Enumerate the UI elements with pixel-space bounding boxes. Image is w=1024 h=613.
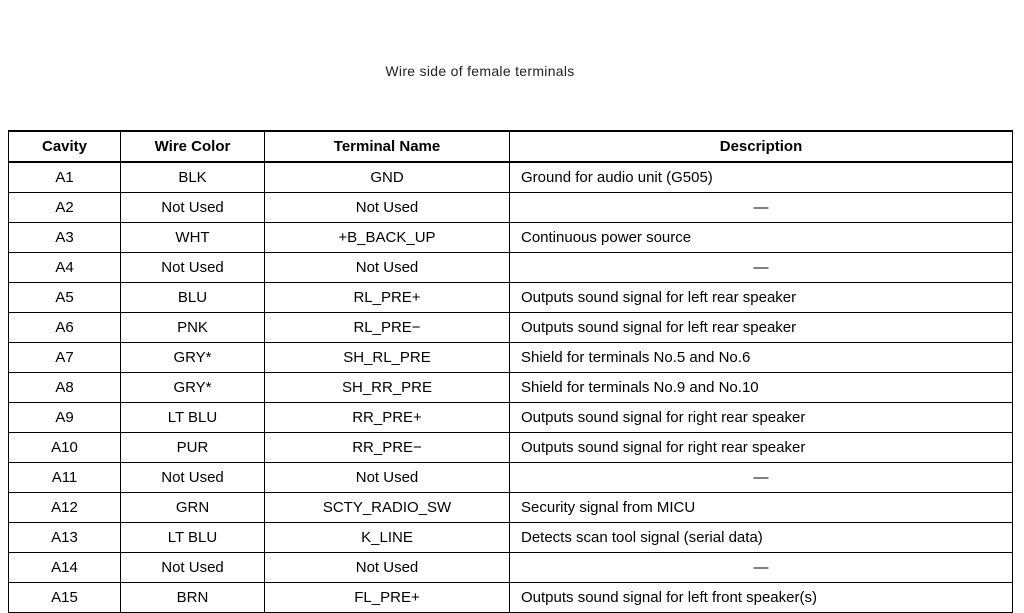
- table-row: [9, 283, 1013, 313]
- cell-wire-color: Not Used: [121, 463, 265, 493]
- cell-cavity: A9: [9, 403, 121, 433]
- table-row: [9, 193, 1013, 223]
- table-row: [9, 433, 1013, 463]
- cell-cavity: A2: [9, 193, 121, 223]
- cell-cavity: A6: [9, 313, 121, 343]
- header-wire-color: Wire Color: [121, 131, 265, 162]
- cell-description: Shield for terminals No.5 and No.6: [510, 343, 1013, 373]
- cell-wire-color: Not Used: [121, 193, 265, 223]
- cell-cavity: A13: [9, 523, 121, 553]
- cell-description: Detects scan tool signal (serial data): [510, 523, 1013, 553]
- header-terminal-name: Terminal Name: [265, 131, 510, 162]
- cell-description: Outputs sound signal for right rear speaker: [510, 433, 1013, 463]
- cell-description: —: [510, 253, 1013, 283]
- table-row: [9, 253, 1013, 283]
- cell-cavity: A7: [9, 343, 121, 373]
- cell-cavity: A8: [9, 373, 121, 403]
- table-row: [9, 523, 1013, 553]
- cell-terminal-name: Not Used: [265, 193, 510, 223]
- cell-cavity: A3: [9, 223, 121, 253]
- cell-terminal-name: RR_PRE−: [265, 433, 510, 463]
- cell-description: —: [510, 553, 1013, 583]
- cell-terminal-name: FL_PRE+: [265, 583, 510, 613]
- table-row: [9, 403, 1013, 433]
- header-cavity: Cavity: [9, 131, 121, 162]
- table-row: [9, 343, 1013, 373]
- cell-description: Continuous power source: [510, 223, 1013, 253]
- table-row: [9, 223, 1013, 253]
- cell-terminal-name: RR_PRE+: [265, 403, 510, 433]
- cell-description: Ground for audio unit (G505): [510, 162, 1013, 193]
- cell-wire-color: Not Used: [121, 553, 265, 583]
- cell-description: Outputs sound signal for right rear speaker: [510, 403, 1013, 433]
- cell-wire-color: BRN: [121, 583, 265, 613]
- cell-terminal-name: Not Used: [265, 463, 510, 493]
- cell-terminal-name: GND: [265, 162, 510, 193]
- cell-description: —: [510, 193, 1013, 223]
- cell-cavity: A14: [9, 553, 121, 583]
- cell-cavity: A15: [9, 583, 121, 613]
- cell-wire-color: PNK: [121, 313, 265, 343]
- cell-cavity: A1: [9, 162, 121, 193]
- connector-pinout-table: [8, 130, 1013, 613]
- cell-terminal-name: Not Used: [265, 253, 510, 283]
- cell-terminal-name: +B_BACK_UP: [265, 223, 510, 253]
- cell-wire-color: LT BLU: [121, 523, 265, 553]
- cell-terminal-name: K_LINE: [265, 523, 510, 553]
- cell-wire-color: Not Used: [121, 253, 265, 283]
- table-row: [9, 463, 1013, 493]
- table-row: [9, 313, 1013, 343]
- cell-wire-color: GRN: [121, 493, 265, 523]
- table-row: [9, 162, 1013, 193]
- cell-terminal-name: SCTY_RADIO_SW: [265, 493, 510, 523]
- cell-description: Outputs sound signal for left rear speaker: [510, 313, 1013, 343]
- table-row: [9, 493, 1013, 523]
- page-title: Wire side of female terminals: [385, 63, 575, 79]
- cell-wire-color: GRY*: [121, 373, 265, 403]
- cell-terminal-name: RL_PRE−: [265, 313, 510, 343]
- cell-description: —: [510, 463, 1013, 493]
- cell-wire-color: BLU: [121, 283, 265, 313]
- cell-description: Security signal from MICU: [510, 493, 1013, 523]
- cell-terminal-name: SH_RR_PRE: [265, 373, 510, 403]
- cell-cavity: A11: [9, 463, 121, 493]
- cell-description: Outputs sound signal for left front speaker(s): [510, 583, 1013, 613]
- header-description: Description: [510, 131, 1013, 162]
- cell-terminal-name: RL_PRE+: [265, 283, 510, 313]
- table-row: [9, 553, 1013, 583]
- cell-terminal-name: SH_RL_PRE: [265, 343, 510, 373]
- cell-wire-color: PUR: [121, 433, 265, 463]
- table-header-row: [9, 131, 1013, 162]
- cell-description: Outputs sound signal for left rear speaker: [510, 283, 1013, 313]
- cell-description: Shield for terminals No.9 and No.10: [510, 373, 1013, 403]
- cell-cavity: A10: [9, 433, 121, 463]
- table-row: [9, 373, 1013, 403]
- cell-wire-color: LT BLU: [121, 403, 265, 433]
- cell-wire-color: GRY*: [121, 343, 265, 373]
- cell-cavity: A12: [9, 493, 121, 523]
- cell-cavity: A4: [9, 253, 121, 283]
- table-row: [9, 583, 1013, 613]
- cell-terminal-name: Not Used: [265, 553, 510, 583]
- cell-cavity: A5: [9, 283, 121, 313]
- cell-wire-color: BLK: [121, 162, 265, 193]
- cell-wire-color: WHT: [121, 223, 265, 253]
